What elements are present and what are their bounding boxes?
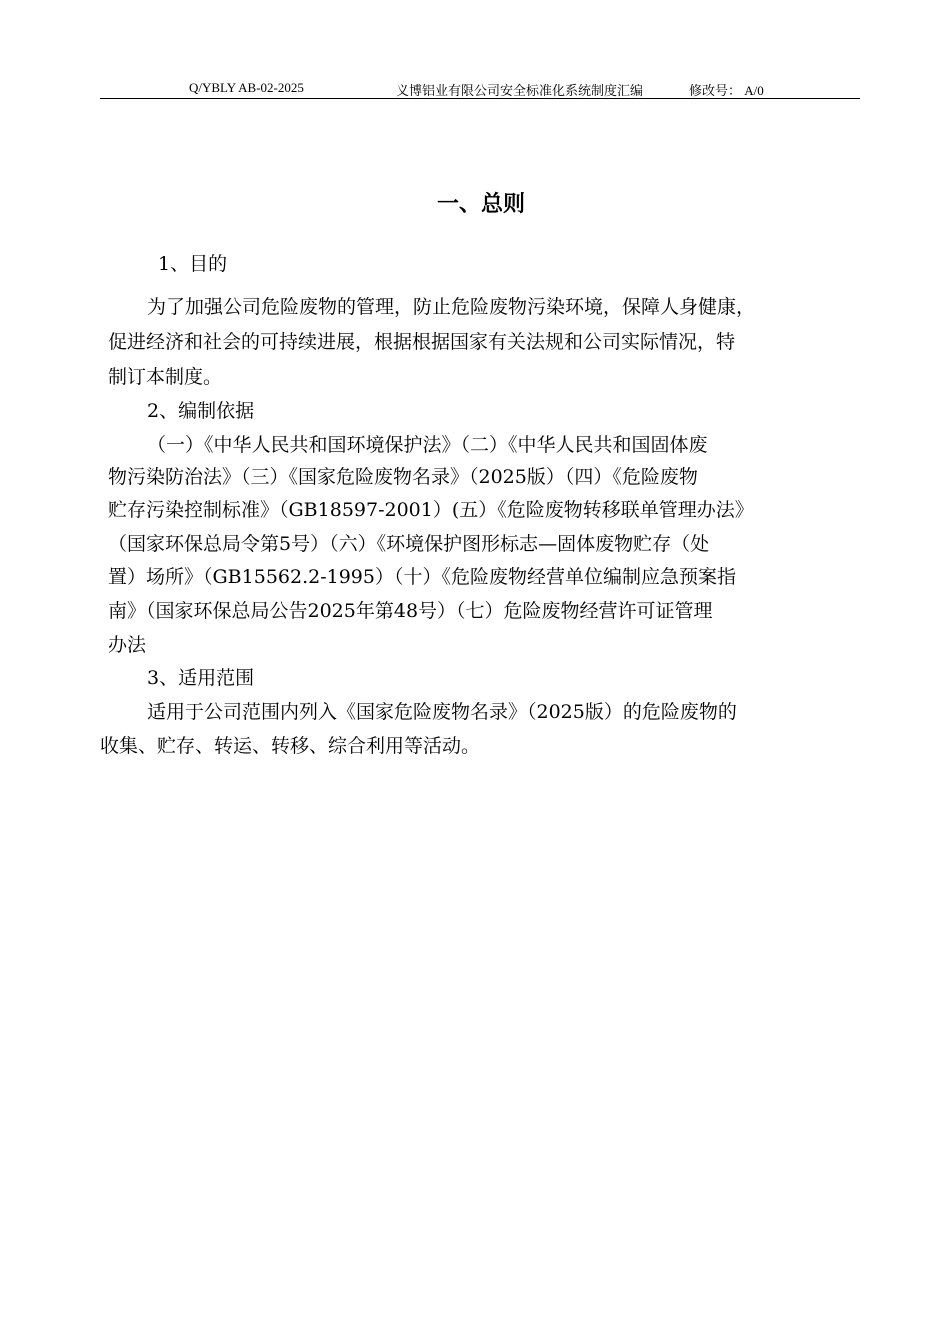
document-series-title: 义博铝业有限公司安全标准化系统制度汇编 (396, 83, 644, 98)
paragraph-line: 置）场所》（GB15562.2-1995）（十）《危险废物经营单位编制应急预案指 (108, 566, 736, 588)
subheading-purpose: 1、目的 (158, 253, 228, 275)
subheading-basis: 2、编制依据 (147, 400, 255, 422)
paragraph-line: （国家环保总局令第5号）（六）《环境保护图形标志—固体废物贮存（处 (108, 533, 710, 555)
paragraph-line: 适用于公司范围内列入《国家危险废物名录》（2025版）的危险废物的 (147, 701, 737, 723)
subheading-scope: 3、适用范围 (147, 667, 255, 689)
paragraph-line: 物污染防治法》（三）《国家危险废物名录》（2025版）（四）《危险废物 (108, 466, 698, 488)
paragraph-line: 办法 (108, 634, 147, 656)
paragraph-line: 南》（国家环保总局公告2025年第48号）（七）危险废物经营许可证管理 (108, 600, 713, 622)
revision-number: 修改号： A/0 (689, 83, 764, 98)
paragraph-line: 为了加强公司危险废物的管理，防止危险废物污染环境，保障人身健康， (147, 296, 756, 318)
paragraph-line: 贮存污染控制标准》（GB18597-2001）(五）《危险废物转移联单管理办法》 (108, 499, 754, 521)
page-header (100, 79, 860, 99)
paragraph-line: 收集、贮存、转运、转移、综合利用等活动。 (100, 735, 481, 757)
document-code: Q/YBLY AB-02-2025 (189, 80, 304, 95)
section-title: 一、总则 (436, 192, 525, 217)
paragraph-line: 制订本制度。 (108, 366, 223, 388)
paragraph-line: （一）《中华人民共和国环境保护法》（二）《中华人民共和国固体废 (147, 434, 708, 456)
paragraph-line: 促进经济和社会的可持续进展，根据根据国家有关法规和公司实际情况，特 (108, 331, 736, 353)
